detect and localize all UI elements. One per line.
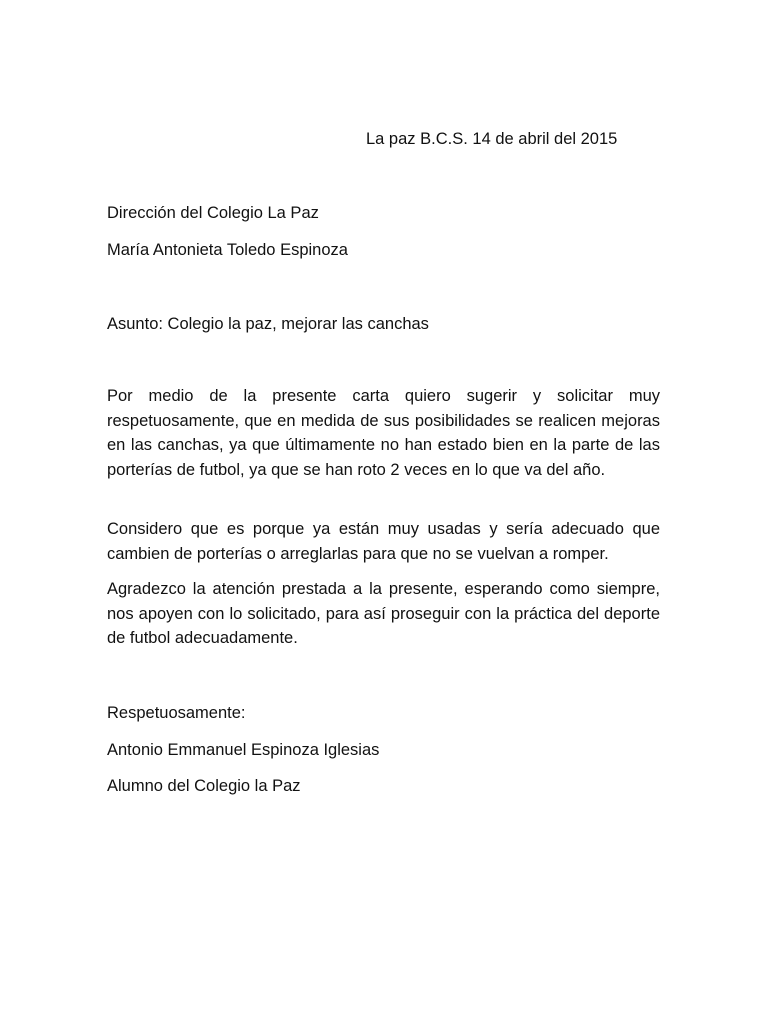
recipient-name: María Antonieta Toledo Espinoza	[107, 241, 348, 259]
letter-subject: Asunto: Colegio la paz, mejorar las canchas	[107, 315, 429, 333]
recipient-institution: Dirección del Colegio La Paz	[107, 204, 319, 222]
body-paragraph-1: Por medio de la presente carta quiero sugerir y solicitar muy respetuosamente, que en medida de sus posibilidades se realicen mejoras en las canchas, ya que últimamente no han estado bien en la parte de las porterías de futbol, ya que se han roto 2 veces en lo que va del año.	[107, 387, 660, 479]
body-paragraph-3: Agradezco la atención prestada a la presente, esperando como siempre, nos apoyen con lo solicitado, para así proseguir con la práctica del deporte de futbol adecuadamente.	[107, 580, 660, 647]
body-paragraph-2: Considero que es porque ya están muy usadas y sería adecuado que cambien de porterías o arreglarlas para que no se vuelvan a romper.	[107, 520, 660, 563]
letter-date: La paz B.C.S. 14 de abril del 2015	[366, 130, 618, 148]
signer-name: Antonio Emmanuel Espinoza Iglesias	[107, 741, 380, 759]
closing-salutation: Respetuosamente:	[107, 704, 246, 722]
signer-title: Alumno del Colegio la Paz	[107, 777, 301, 795]
